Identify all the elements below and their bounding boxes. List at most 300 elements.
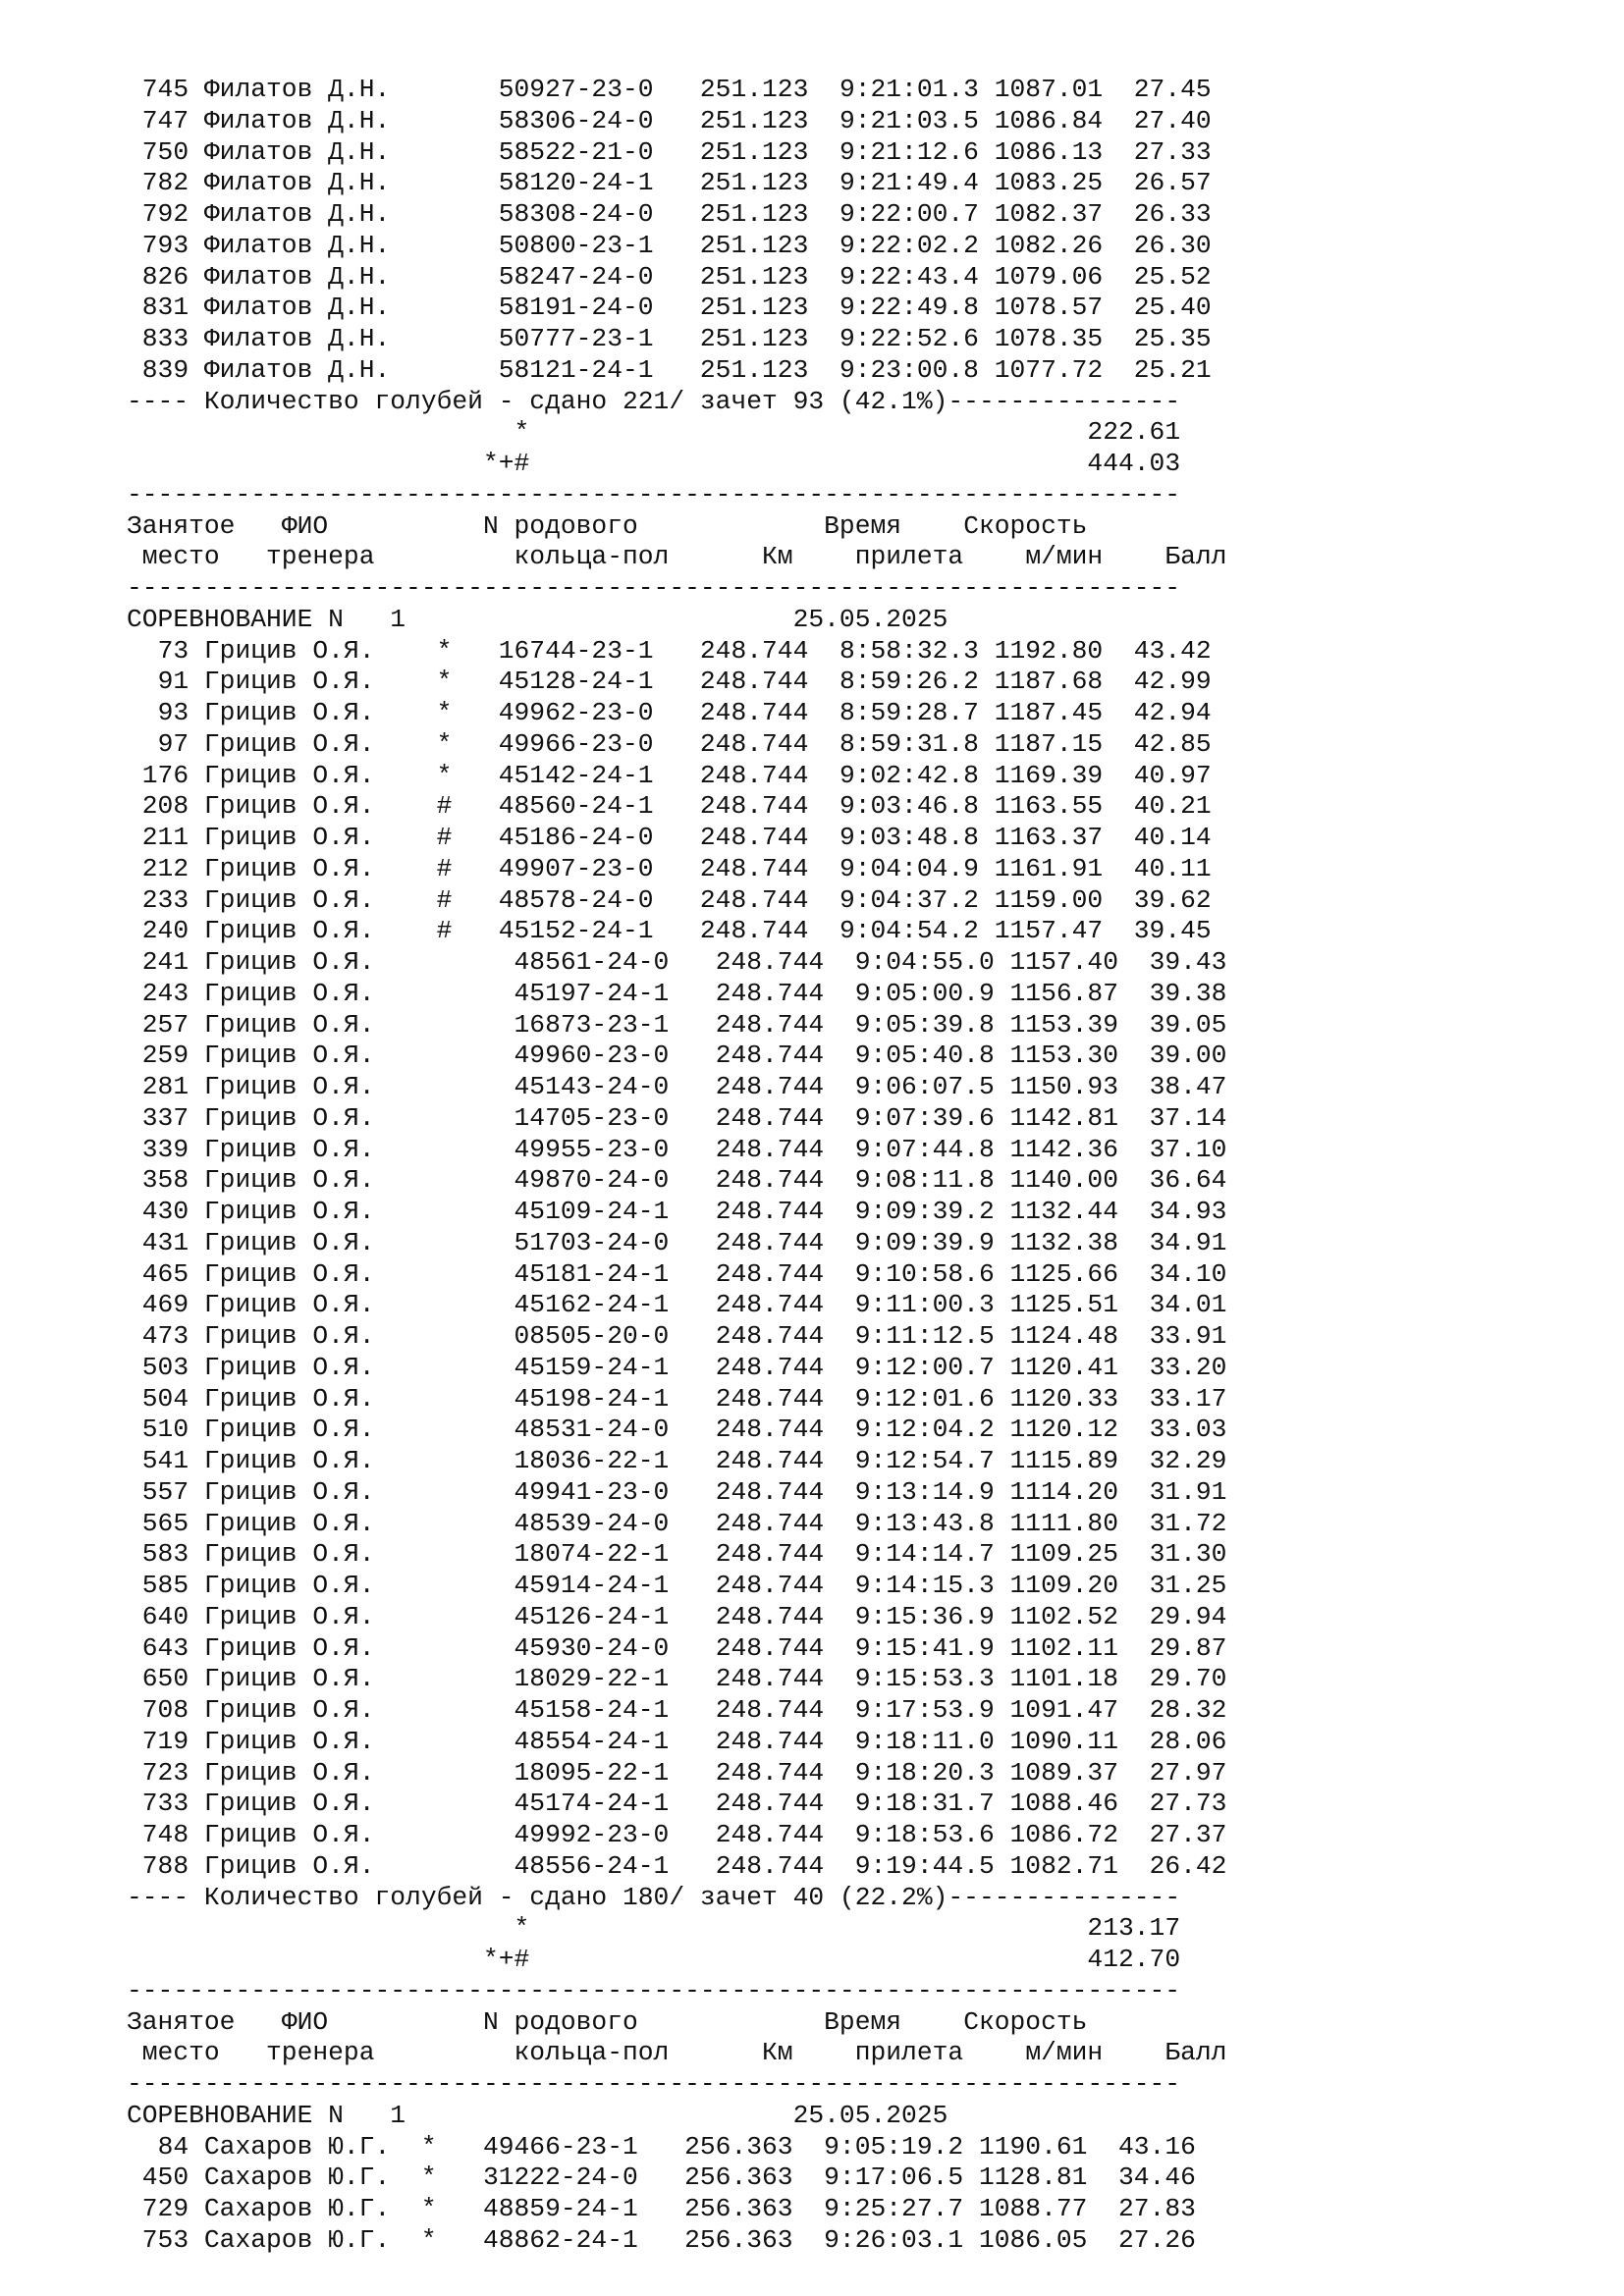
trainer-name: Грицив О.Я. — [203, 1072, 421, 1101]
trainer-name: Филатов Д.Н. — [203, 199, 406, 229]
spacing — [421, 1259, 453, 1289]
spacing — [808, 168, 839, 197]
spacing — [669, 1477, 715, 1507]
spacing — [654, 231, 700, 260]
arrival-time: 9:04:55.0 — [854, 947, 995, 977]
trainer-name: Сахаров Ю.Г. — [203, 2163, 406, 2193]
spacing — [406, 75, 437, 104]
spacing — [421, 1415, 453, 1444]
distance-km: 256.363 — [684, 2131, 793, 2162]
spacing — [452, 636, 498, 666]
arrival-time: 9:18:20.3 — [854, 1757, 995, 1788]
spacing — [824, 1415, 855, 1444]
ring-number: 45126-24-1 — [514, 1601, 670, 1631]
distance-km: 251.123 — [699, 293, 809, 323]
score-value: 25.21 — [1133, 354, 1212, 385]
table-row — [127, 1727, 1226, 1758]
trainer-name: Филатов Д.Н. — [203, 293, 406, 323]
dash-rule: -------------------------------------------------------------------- — [127, 479, 1181, 509]
spacing — [995, 1664, 1010, 1693]
table-row — [127, 947, 1226, 979]
table-row — [127, 916, 1226, 947]
header-ring: N родового — [482, 510, 638, 541]
trainer-name: Филатов Д.Н. — [203, 136, 406, 167]
trainer-name: Грицив О.Я. — [203, 884, 421, 915]
spacing — [127, 1539, 142, 1569]
header-ring: N родового — [482, 2006, 638, 2037]
score-value: 27.45 — [1133, 75, 1212, 104]
score-value: 29.70 — [1149, 1664, 1227, 1694]
spacing — [127, 1353, 142, 1382]
ring-number: 58247-24-0 — [498, 261, 654, 292]
spacing — [406, 231, 437, 260]
header-speed: Скорость — [963, 510, 1088, 541]
spacing — [824, 1321, 855, 1351]
arrival-time: 9:21:03.5 — [839, 105, 979, 135]
place-value: 733 — [141, 1789, 189, 1819]
arrival-time: 9:21:49.4 — [839, 168, 979, 198]
place-value: 91 — [157, 667, 189, 697]
score-value: 38.47 — [1149, 1072, 1227, 1101]
score-value: 40.21 — [1133, 791, 1212, 822]
spacing — [995, 1103, 1010, 1133]
spacing — [669, 1633, 715, 1663]
total-marker: *+# — [482, 449, 530, 478]
header-place-sub: место — [141, 542, 220, 572]
score-value: 39.43 — [1149, 947, 1227, 977]
spacing — [189, 1228, 204, 1257]
trainer-name: Сахаров Ю.Г. — [203, 2131, 406, 2162]
spacing — [793, 2225, 825, 2255]
table-row — [127, 324, 1226, 355]
distance-km: 248.744 — [715, 1820, 825, 1849]
spacing — [824, 1041, 855, 1070]
ring-number: 48560-24-1 — [498, 791, 654, 822]
spacing — [1118, 1041, 1150, 1070]
score-value: 27.26 — [1118, 2224, 1196, 2255]
speed-value: 1088.77 — [978, 2194, 1088, 2223]
arrival-time: 9:04:54.2 — [839, 916, 979, 946]
spacing — [127, 1633, 142, 1663]
distance-km: 248.744 — [715, 1197, 825, 1226]
spacing — [220, 542, 266, 571]
place-value: 640 — [141, 1601, 189, 1631]
spacing — [1118, 1539, 1150, 1569]
spacing — [127, 2163, 142, 2192]
spacing — [669, 1384, 715, 1414]
spacing — [437, 2163, 483, 2192]
spacing — [421, 698, 437, 727]
spacing — [189, 137, 204, 167]
spacing — [452, 761, 498, 790]
trainer-name: Грицив О.Я. — [203, 1446, 421, 1475]
spacing — [808, 916, 839, 945]
speed-value: 1157.47 — [994, 916, 1104, 946]
spacing — [669, 947, 715, 977]
arrival-time: 9:05:00.9 — [854, 978, 995, 1008]
spacing — [1103, 2038, 1164, 2067]
trainer-name: Грицив О.Я. — [203, 1290, 421, 1320]
score-value: 26.42 — [1149, 1850, 1227, 1881]
spacing — [669, 1664, 715, 1693]
spacing — [793, 2163, 825, 2192]
score-value: 32.29 — [1149, 1446, 1227, 1475]
arrival-time: 9:14:15.3 — [854, 1571, 995, 1600]
spacing — [189, 1727, 204, 1756]
header-km: Км — [762, 542, 793, 572]
mark-symbol — [452, 1539, 467, 1569]
ring-number: 45174-24-1 — [514, 1789, 670, 1819]
mark-symbol — [452, 1571, 467, 1600]
header-km: Км — [762, 2038, 793, 2068]
trainer-name: Грицив О.Я. — [203, 1820, 421, 1849]
distance-km: 248.744 — [715, 1041, 825, 1071]
place-value: 211 — [141, 823, 189, 852]
ring-number: 18074-22-1 — [514, 1539, 670, 1570]
dash-prefix: ---- — [127, 386, 204, 416]
spacing — [421, 729, 437, 759]
score-value: 37.14 — [1149, 1102, 1227, 1133]
spacing — [189, 979, 204, 1008]
mark-symbol — [452, 1384, 467, 1414]
speed-value: 1156.87 — [1009, 978, 1118, 1008]
place-value: 233 — [141, 884, 189, 915]
spacing — [235, 511, 281, 541]
place-value: 473 — [141, 1321, 189, 1351]
speed-value: 1125.66 — [1009, 1258, 1118, 1289]
spacing — [1103, 355, 1134, 385]
mark-symbol — [452, 1010, 467, 1040]
spacing — [189, 293, 204, 322]
spacing — [189, 1509, 204, 1538]
ring-number: 14705-23-0 — [514, 1102, 670, 1133]
spacing — [421, 1571, 453, 1600]
spacing — [995, 1384, 1010, 1414]
spacing — [824, 947, 855, 977]
mark-symbol — [452, 1758, 467, 1788]
mark-symbol — [437, 262, 453, 292]
arrival-time: 9:15:36.9 — [854, 1601, 995, 1631]
spacing — [127, 1041, 142, 1070]
ring-number: 45198-24-1 — [514, 1383, 670, 1414]
spacing — [127, 1602, 142, 1631]
speed-value: 1192.80 — [994, 635, 1104, 666]
spacing — [1118, 1509, 1150, 1538]
distance-km: 251.123 — [699, 168, 809, 198]
table-row — [127, 667, 1226, 698]
arrival-time: 9:04:04.9 — [839, 853, 979, 883]
mark-symbol: * — [420, 2131, 437, 2162]
score-value: 33.91 — [1149, 1321, 1227, 1351]
spacing — [1118, 1571, 1150, 1600]
score-value: 25.35 — [1133, 324, 1212, 353]
header-mmin: м/мин — [1025, 2038, 1104, 2068]
spacing — [421, 854, 437, 883]
spacing — [1118, 1758, 1150, 1788]
distance-km: 248.744 — [699, 667, 809, 697]
mark-symbol — [452, 1415, 467, 1444]
header-mmin: м/мин — [1025, 542, 1104, 572]
spacing — [127, 262, 142, 292]
spacing — [421, 1539, 453, 1569]
header-trainer: тренера — [266, 542, 375, 572]
spacing — [808, 791, 839, 821]
trainer-name: Грицив О.Я. — [203, 760, 421, 790]
spacing — [1087, 2132, 1118, 2162]
distance-km: 256.363 — [684, 2163, 793, 2193]
table-row — [127, 2163, 1226, 2194]
score-value: 33.20 — [1149, 1352, 1227, 1382]
spacing — [1103, 75, 1134, 104]
spacing — [189, 1384, 204, 1414]
spacing — [793, 2132, 825, 2162]
mark-symbol — [437, 293, 453, 322]
place-value: 748 — [141, 1820, 189, 1849]
score-value: 40.11 — [1133, 853, 1212, 883]
table-row — [127, 2225, 1226, 2257]
score-value: 26.30 — [1133, 230, 1212, 260]
distance-km: 248.744 — [715, 1601, 825, 1631]
ring-number: 48554-24-1 — [514, 1726, 670, 1756]
spacing — [406, 293, 437, 322]
spacing — [1087, 2163, 1118, 2192]
speed-value: 1125.51 — [1009, 1290, 1118, 1320]
spacing — [189, 761, 204, 790]
arrival-time: 9:26:03.1 — [824, 2224, 964, 2255]
place-value: 208 — [141, 791, 189, 822]
distance-km: 248.744 — [715, 1757, 825, 1788]
arrival-time: 9:23:00.8 — [839, 354, 979, 385]
table-row — [127, 1789, 1226, 1820]
arrival-time: 9:25:27.7 — [824, 2194, 964, 2223]
trainer-name: Грицив О.Я. — [203, 1508, 421, 1538]
summary-text: Количество голубей - сдано 221/ зачет 93 (42.1%) — [203, 386, 948, 416]
score-value: 39.38 — [1149, 978, 1227, 1008]
distance-km: 256.363 — [684, 2194, 793, 2223]
spacing — [1103, 293, 1134, 322]
score-value: 39.00 — [1149, 1041, 1227, 1071]
spacing — [189, 262, 204, 292]
spacing — [793, 2194, 825, 2223]
distance-km: 251.123 — [699, 75, 809, 104]
distance-km: 248.744 — [715, 1850, 825, 1881]
total-value: 213.17 — [1087, 1913, 1181, 1944]
speed-value: 1086.72 — [1009, 1820, 1118, 1849]
spacing — [638, 2132, 684, 2162]
arrival-time: 9:17:53.9 — [854, 1695, 995, 1725]
mark-symbol — [452, 1509, 467, 1538]
arrival-time: 9:21:12.6 — [839, 136, 979, 167]
table-row — [127, 137, 1226, 169]
spacing — [995, 1197, 1010, 1226]
arrival-time: 9:05:39.8 — [854, 1009, 995, 1040]
trainer-name: Грицив О.Я. — [203, 1632, 421, 1663]
table-row — [127, 75, 1226, 106]
score-value: 31.72 — [1149, 1508, 1227, 1538]
score-value: 39.45 — [1133, 916, 1212, 946]
table-row — [127, 168, 1226, 199]
speed-value: 1091.47 — [1009, 1695, 1118, 1725]
trainer-name: Грицив О.Я. — [203, 916, 421, 946]
arrival-time: 9:15:41.9 — [854, 1632, 995, 1663]
spacing — [421, 1290, 453, 1319]
score-value: 31.30 — [1149, 1539, 1227, 1570]
spacing — [808, 636, 839, 666]
mark-symbol — [452, 979, 467, 1008]
spacing — [421, 823, 437, 852]
competition-label: СОРЕВНОВАНИЕ N 1 — [127, 604, 406, 634]
trainer-name: Филатов Д.Н. — [203, 324, 406, 353]
spacing — [1103, 885, 1134, 915]
arrival-time: 9:12:54.7 — [854, 1446, 995, 1475]
trainer-name: Филатов Д.Н. — [203, 168, 406, 198]
spacing — [406, 2101, 793, 2130]
spacing — [669, 1353, 715, 1382]
spacing — [808, 199, 839, 229]
score-value: 42.85 — [1133, 728, 1212, 759]
spacing — [669, 1727, 715, 1756]
total-star — [127, 1913, 1226, 1945]
mark-symbol: * — [436, 635, 453, 666]
arrival-time: 9:13:43.8 — [854, 1508, 995, 1538]
spacing — [669, 979, 715, 1008]
pigeons-summary — [127, 1883, 1226, 1914]
arrival-time: 9:13:14.9 — [854, 1476, 995, 1507]
ring-number: 49992-23-0 — [514, 1820, 670, 1849]
spacing — [1118, 1446, 1150, 1475]
place-value: 643 — [141, 1632, 189, 1663]
spacing — [995, 1353, 1010, 1382]
spacing — [467, 1727, 514, 1756]
table-row — [127, 1664, 1226, 1695]
mark-symbol: * — [436, 667, 453, 697]
spacing — [995, 1571, 1010, 1600]
mark-symbol — [452, 1664, 467, 1693]
arrival-time: 9:22:00.7 — [839, 199, 979, 229]
spacing — [189, 698, 204, 727]
spacing — [421, 1446, 453, 1475]
spacing — [979, 761, 995, 790]
spacing — [127, 1851, 142, 1881]
spacing — [669, 1103, 715, 1133]
spacing — [1103, 698, 1134, 727]
spacing — [1118, 1290, 1150, 1319]
spacing — [979, 262, 995, 292]
table-row — [127, 1509, 1226, 1540]
spacing — [1103, 916, 1134, 945]
spacing — [421, 1384, 453, 1414]
score-value: 27.73 — [1149, 1789, 1227, 1819]
distance-km: 248.744 — [715, 1539, 825, 1570]
trainer-name: Грицив О.Я. — [203, 667, 421, 697]
spacing — [467, 1041, 514, 1070]
distance-km: 248.744 — [699, 884, 809, 915]
spacing — [421, 1228, 453, 1257]
spacing — [467, 1259, 514, 1289]
score-value: 43.16 — [1118, 2131, 1196, 2162]
arrival-time: 9:22:52.6 — [839, 324, 979, 353]
ring-number: 49907-23-0 — [498, 853, 654, 883]
spacing — [421, 761, 437, 790]
results-document — [127, 75, 1226, 2257]
place-value: 650 — [141, 1664, 189, 1694]
score-value: 27.83 — [1118, 2194, 1196, 2223]
mark-symbol — [452, 1072, 467, 1101]
spacing — [669, 1789, 715, 1818]
header-arrival: прилета — [854, 2038, 964, 2068]
place-value: 750 — [141, 136, 189, 167]
spacing — [328, 2007, 483, 2037]
total-marker: * — [514, 1913, 530, 1944]
trainer-name: Филатов Д.Н. — [203, 261, 406, 292]
spacing — [406, 355, 437, 385]
trainer-name: Грицив О.Я. — [203, 1601, 421, 1631]
spacing — [421, 1321, 453, 1351]
spacing — [127, 1384, 142, 1414]
distance-km: 248.744 — [715, 1134, 825, 1164]
spacing — [189, 1695, 204, 1725]
spacing — [979, 293, 995, 322]
distance-km: 251.123 — [699, 230, 809, 260]
speed-value: 1077.72 — [994, 354, 1104, 385]
spacing — [979, 231, 995, 260]
competition-label: СОРЕВНОВАНИЕ N 1 — [127, 2100, 406, 2130]
spacing — [654, 355, 700, 385]
summary-text: Количество голубей - сдано 180/ зачет 40 (22.2%) — [203, 1882, 948, 1912]
spacing — [189, 1851, 204, 1881]
header-time: Время — [824, 2006, 902, 2037]
score-value: 25.40 — [1133, 293, 1212, 323]
mark-symbol — [452, 1789, 467, 1818]
header-fio: ФИО — [281, 2006, 329, 2037]
spacing — [824, 1477, 855, 1507]
distance-km: 248.744 — [715, 1508, 825, 1538]
spacing — [793, 2038, 855, 2067]
table-row — [127, 979, 1226, 1010]
spacing — [127, 1135, 142, 1164]
spacing — [467, 947, 514, 977]
spacing — [467, 1103, 514, 1133]
spacing — [189, 916, 204, 945]
speed-value: 1087.01 — [994, 75, 1104, 104]
spacing — [127, 449, 483, 478]
score-value: 31.91 — [1149, 1476, 1227, 1507]
spacing — [127, 542, 142, 571]
spacing — [824, 1539, 855, 1569]
ring-number: 45158-24-1 — [514, 1695, 670, 1725]
table-row — [127, 1633, 1226, 1665]
spacing — [189, 1820, 204, 1849]
spacing — [808, 262, 839, 292]
spacing — [467, 1415, 514, 1444]
spacing — [901, 2007, 963, 2037]
column-header-bottom — [127, 542, 1226, 573]
spacing — [1103, 761, 1134, 790]
spacing — [1087, 2194, 1118, 2223]
spacing — [406, 106, 437, 135]
spacing — [375, 2038, 514, 2067]
speed-value: 1083.25 — [994, 168, 1104, 198]
spacing — [808, 75, 839, 104]
speed-value: 1078.57 — [994, 293, 1104, 323]
spacing — [669, 2038, 762, 2067]
distance-km: 248.744 — [699, 916, 809, 946]
ring-number: 31222-24-0 — [482, 2163, 638, 2193]
spacing — [127, 1446, 142, 1475]
distance-km: 248.744 — [715, 1227, 825, 1257]
table-row — [127, 761, 1226, 792]
spacing — [824, 1010, 855, 1040]
